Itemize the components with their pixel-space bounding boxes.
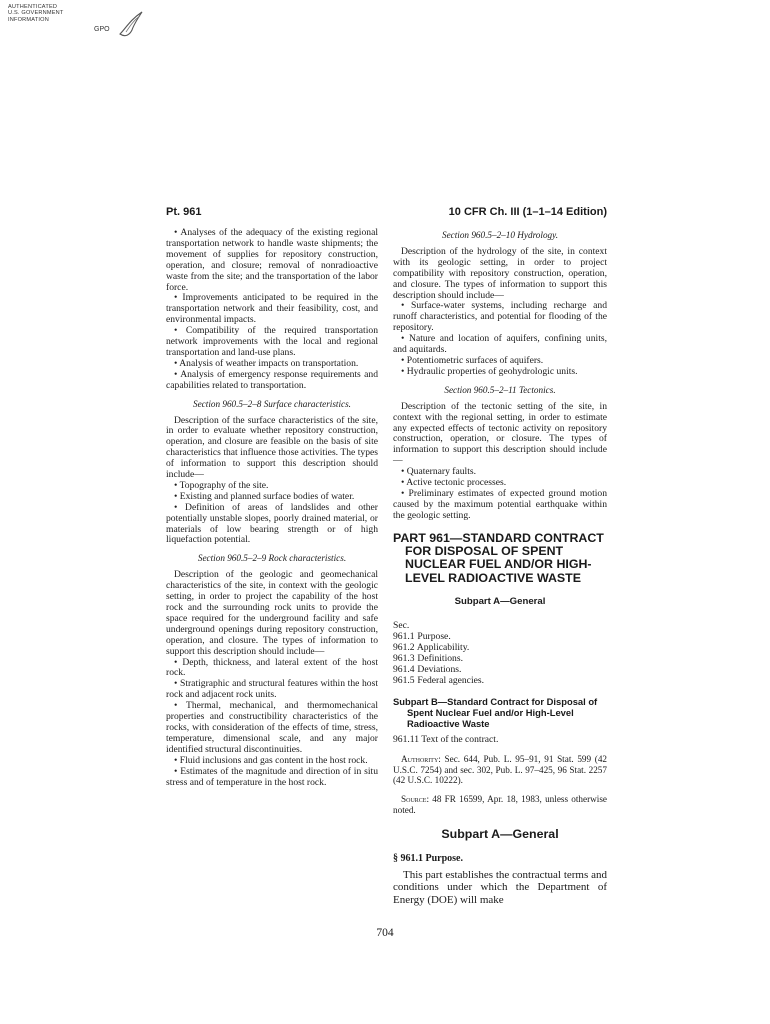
source-text: 48 FR 16599, Apr. 18, 1983, unless otherwise noted. <box>393 793 608 815</box>
toc-entry-number: 961.1 <box>393 631 415 643</box>
bullet-paragraph: • Compatibility of the required transportation network improvements with the local and regional transportation and land-use plans. <box>166 325 378 358</box>
source-note <box>393 794 607 815</box>
section-body: Description of the surface characteristics of the site, in order to evaluate whether repository construction, operation, and closure are feasible on the basis of site characteristics that influence those activities. The types of information to support this description should include— <box>166 414 378 481</box>
bullet-paragraph: • Stratigraphic and structural features within the host rock and adjacent rock units. <box>166 678 378 701</box>
bullet-paragraph: • Analyses of the adequacy of the existing regional transportation network to handle waste shipments; the movement of supplies for repository construction, operation, and closure; removal of nonradioactive waste from the site; and the transportation of the labor force. <box>166 227 378 293</box>
section-body: Description of the tectonic setting of the site, in context with the regional setting, in order to estimate any expected effects of tectonic activity on repository construction, operation, or closure. The types of information to support this description should include— <box>393 400 607 467</box>
logo-gpo-mark: GPO <box>94 26 110 33</box>
section-961-1-title: § 961.1 Purpose. <box>393 853 463 865</box>
table-of-contents <box>393 621 607 746</box>
eagle-icon <box>116 8 148 40</box>
toc-entry[interactable] <box>393 676 607 687</box>
toc-entry-number: 961.2 <box>393 642 415 653</box>
toc-entry-number: 961.4 <box>393 663 415 675</box>
logo-line-1: AUTHENTICATED <box>8 4 58 10</box>
subpart-a-heading: Subpart A—General <box>454 596 546 608</box>
toc-entry-number: 961.11 <box>393 734 420 746</box>
bullet-paragraph: • Topography of the site. <box>174 479 269 491</box>
section-961-1-body: This part establishes the contractual terms and conditions under which the Department of Energy (DOE) will make <box>393 868 607 906</box>
section-body: Description of the hydrology of the site, in context with its geologic setting, in order to project compatibility with repository construction, operation, and closure. The types of information to support this description should include— <box>393 245 607 301</box>
toc-entry[interactable] <box>393 735 607 746</box>
section-heading: Section 960.5–2–8 Surface characteristics. <box>193 398 351 409</box>
toc-entry-title: Purpose. <box>417 631 451 643</box>
bullet-paragraph: • Analysis of weather impacts on transportation. <box>174 357 359 369</box>
section-heading: Section 960.5–2–9 Rock characteristics. <box>197 553 347 564</box>
left-column <box>166 228 378 788</box>
bullet-paragraph: • Surface-water systems, including recharge and runoff characteristics, and potential for flooding of the repository. <box>393 300 607 334</box>
logo-line-3: INFORMATION <box>8 16 49 23</box>
toc-entry-title: Federal agencies. <box>417 674 484 686</box>
authority-label: Authority: <box>401 754 441 765</box>
bullet-paragraph: • Active tectonic processes. <box>401 477 507 489</box>
toc-entry-title: Definitions. <box>417 652 463 664</box>
bullet-paragraph: • Fluid inclusions and gas content in the host rock. <box>174 754 368 766</box>
bullet-paragraph: • Existing and planned surface bodies of water. <box>174 490 355 502</box>
toc-sec-label: Sec. <box>393 620 410 632</box>
authority-note <box>393 754 607 786</box>
bullet-paragraph: • Hydraulic properties of geohydrologic units. <box>401 365 578 377</box>
subpart-a-title: Subpart A—General <box>441 827 559 842</box>
subpart-b-heading: Subpart B—Standard Contract for Disposal of Spent Nuclear Fuel and/or High-Level Radioactive Waste <box>393 695 598 730</box>
part-title: PART 961—STANDARD CONTRACT FOR DISPOSAL OF SPENT NUCLEAR FUEL AND/OR HIGH-LEVEL RADIOACTIVE WASTE <box>393 530 604 585</box>
section-body: Description of the geologic and geomechanical characteristics of the site, in context with the geologic setting, in order to project the capability of the host rock and the surrounding rock units to provide the space required for the underground facility and safe underground openings during repository construction, operation, and closure. The types of information to support this description should include— <box>166 569 378 657</box>
bullet-paragraph: • Estimates of the magnitude and direction of in situ stress and of temperature in the host rock. <box>166 765 378 788</box>
toc-entry-title: Text of the contract. <box>421 734 499 746</box>
toc-entry-title: Deviations. <box>417 663 462 675</box>
bullet-paragraph: • Definition of areas of landslides and other potentially unstable slopes, poorly drained material, or materials of low bearing strength or of high liquefaction potential. <box>166 501 378 546</box>
toc-entry-number: 961.5 <box>393 674 415 686</box>
page-number: 704 <box>376 927 394 939</box>
authority-text: Sec. 644, Pub. L. 95–91, 91 Stat. 599 (42 U.S.C. 7254) and sec. 302, Pub. L. 97–425, 96 Stat. 2257 (42 U.S.C. 10222). <box>393 754 608 786</box>
section-heading: Section 960.5–2–10 Hydrology. <box>441 230 559 240</box>
bullet-paragraph: • Preliminary estimates of expected ground motion caused by the maximum potential earthquake within the geologic setting. <box>393 487 607 521</box>
section-heading: Section 960.5–2–11 Tectonics. <box>444 384 556 395</box>
gpo-authentication-logo <box>8 4 148 48</box>
bullet-paragraph: • Potentiometric surfaces of aquifers. <box>401 354 544 366</box>
toc-entry-number: 961.3 <box>393 652 415 664</box>
bullet-paragraph: • Improvements anticipated to be required in the transportation network and their feasibility, cost, and environmental impacts. <box>166 292 378 326</box>
bullet-paragraph: • Nature and location of aquifers, confining units, and aquitards. <box>393 333 607 356</box>
right-column <box>393 228 607 906</box>
bullet-paragraph: • Depth, thickness, and lateral extent of the host rock. <box>166 656 378 679</box>
toc-entry-title: Applicability. <box>416 642 470 653</box>
source-label: Source: <box>401 793 429 804</box>
edition-label: 10 CFR Ch. III (1–1–14 Edition) <box>448 206 607 218</box>
running-head <box>166 206 607 220</box>
bullet-paragraph: • Analysis of emergency response requirements and capabilities related to transportation. <box>166 368 378 391</box>
logo-line-2: U.S. GOVERNMENT <box>8 10 64 17</box>
bullet-paragraph: • Quaternary faults. <box>401 466 477 478</box>
bullet-paragraph: • Thermal, mechanical, and thermomechanical properties and constructibility characteristics of the rocks, with consideration of the effects of time, stress, temperature, dimensional scale, and any major identified structural discontinuities. <box>166 700 378 755</box>
part-label: Pt. 961 <box>166 206 202 218</box>
